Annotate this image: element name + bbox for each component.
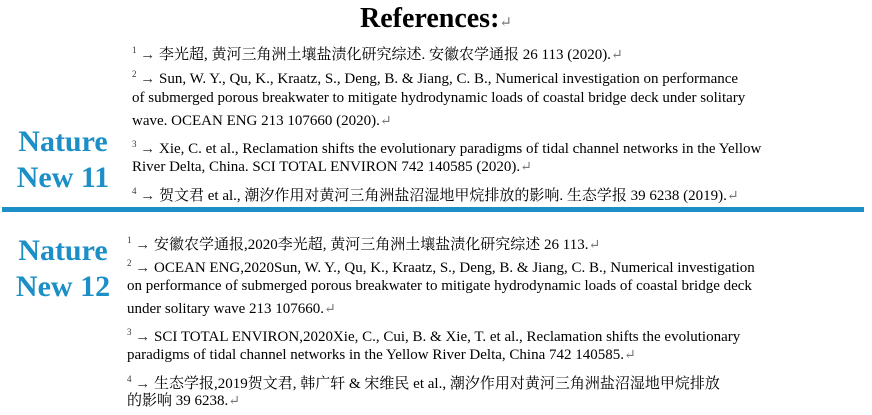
- reference-text: SCI TOTAL ENVIRON,2020Xie, C., Cui, B. & Xie, T. et al., Reclamation shifts the evolutionary: [154, 329, 741, 345]
- reference-text: 生态学报,2019贺文君, 韩广轩 & 宋维民 et al., 潮汐作用对黄河三角洲盐沼湿地甲烷排放: [154, 376, 720, 392]
- group-label-line1: Nature: [18, 125, 108, 158]
- reference-line: paradigms of tidal channel networks in the Yellow River Delta, China 742 140585.↵: [127, 347, 636, 363]
- reference-line: $^2$ → Sun, W. Y., Qu, K., Kraatz, S., Deng, B. & Jiang, C. B., Numerical investigation on performance: [132, 69, 739, 87]
- reference-line: $^3$ → Xie, C. et al., Reclamation shifts the evolutionary paradigms of tidal channel networks in the Yellow: [132, 139, 762, 157]
- reference-text: under solitary wave 213 107660.: [127, 301, 325, 317]
- reference-line: wave. OCEAN ENG 213 107660 (2020).↵: [132, 113, 392, 129]
- reference-text: of submerged porous breakwater to mitigate hydrodynamic loads of coastal bridge deck under solitary: [132, 90, 746, 106]
- reference-line: [127, 275, 752, 297]
- reference-text: 贺文君 et al., 潮汐作用对黄河三角洲盐沼湿地甲烷排放的影响. 生态学报 39 6238 (2019).: [159, 188, 727, 204]
- reference-line: $^1$ → 李光超, 黄河三角洲土壤盐渍化研究综述. 安徽农学通报 26 113 (2020).↵: [132, 45, 623, 63]
- page-title: [0, 2, 872, 40]
- title-text: References:: [360, 3, 500, 34]
- reference-text: wave. OCEAN ENG 213 107660 (2020).: [132, 113, 380, 129]
- paragraph-mark: ↵: [499, 15, 512, 31]
- reference-text: OCEAN ENG,2020Sun, W. Y., Qu, K., Kraatz, S., Deng, B. & Jiang, C. B., Numerical investigation: [154, 260, 755, 276]
- reference-line: under solitary wave 213 107660.↵: [127, 301, 336, 317]
- reference-line: $^1$ → 安徽农学通报,2020李光超, 黄河三角洲土壤盐渍化研究综述 26 113.↵: [127, 235, 601, 253]
- reference-text: 李光超, 黄河三角洲土壤盐渍化研究综述. 安徽农学通报 26 113 (2020).: [159, 47, 611, 63]
- group-label-new-12: [0, 233, 126, 305]
- reference-line: $^4$ → 生态学报,2019贺文君, 韩广轩 & 宋维民 et al., 潮汐作用对黄河三角洲盐沼湿地甲烷排放: [127, 374, 720, 392]
- reference-line: $^3$ → SCI TOTAL ENVIRON,2020Xie, C., Cui, B. & Xie, T. et al., Reclamation shifts the evolutionary: [127, 327, 741, 345]
- reference-line: [132, 87, 745, 109]
- reference-line: River Delta, China. SCI TOTAL ENVIRON 742 140585 (2020).↵: [132, 159, 532, 175]
- reference-text: River Delta, China. SCI TOTAL ENVIRON 742 140585 (2020).: [132, 159, 521, 175]
- group-label-new-11: [0, 124, 126, 196]
- reference-text: 安徽农学通报,2020李光超, 黄河三角洲土壤盐渍化研究综述 26 113.: [154, 237, 589, 253]
- reference-line: $^4$ → 贺文君 et al., 潮汐作用对黄河三角洲盐沼湿地甲烷排放的影响. 生态学报 39 6238 (2019).↵: [132, 186, 739, 204]
- group-label-line1: Nature: [18, 234, 108, 267]
- reference-text: Xie, C. et al., Reclamation shifts the evolutionary paradigms of tidal channel networks in the Yellow: [159, 141, 762, 157]
- reference-line: 的影响 39 6238.↵: [127, 393, 240, 409]
- reference-line: $^2$ → OCEAN ENG,2020Sun, W. Y., Qu, K., Kraatz, S., Deng, B. & Jiang, C. B., Numerical investigation: [127, 258, 755, 276]
- reference-text: paradigms of tidal channel networks in the Yellow River Delta, China 742 140585.: [127, 347, 624, 363]
- group-label-line2: New 11: [16, 161, 110, 194]
- reference-text: on performance of submerged porous breakwater to mitigate hydrodynamic loads of coastal bridge deck: [127, 278, 752, 294]
- reference-text: Sun, W. Y., Qu, K., Kraatz, S., Deng, B. & Jiang, C. B., Numerical investigation on performance: [159, 71, 739, 87]
- reference-text: 的影响 39 6238.: [127, 393, 229, 409]
- group-label-line2: New 12: [15, 270, 111, 303]
